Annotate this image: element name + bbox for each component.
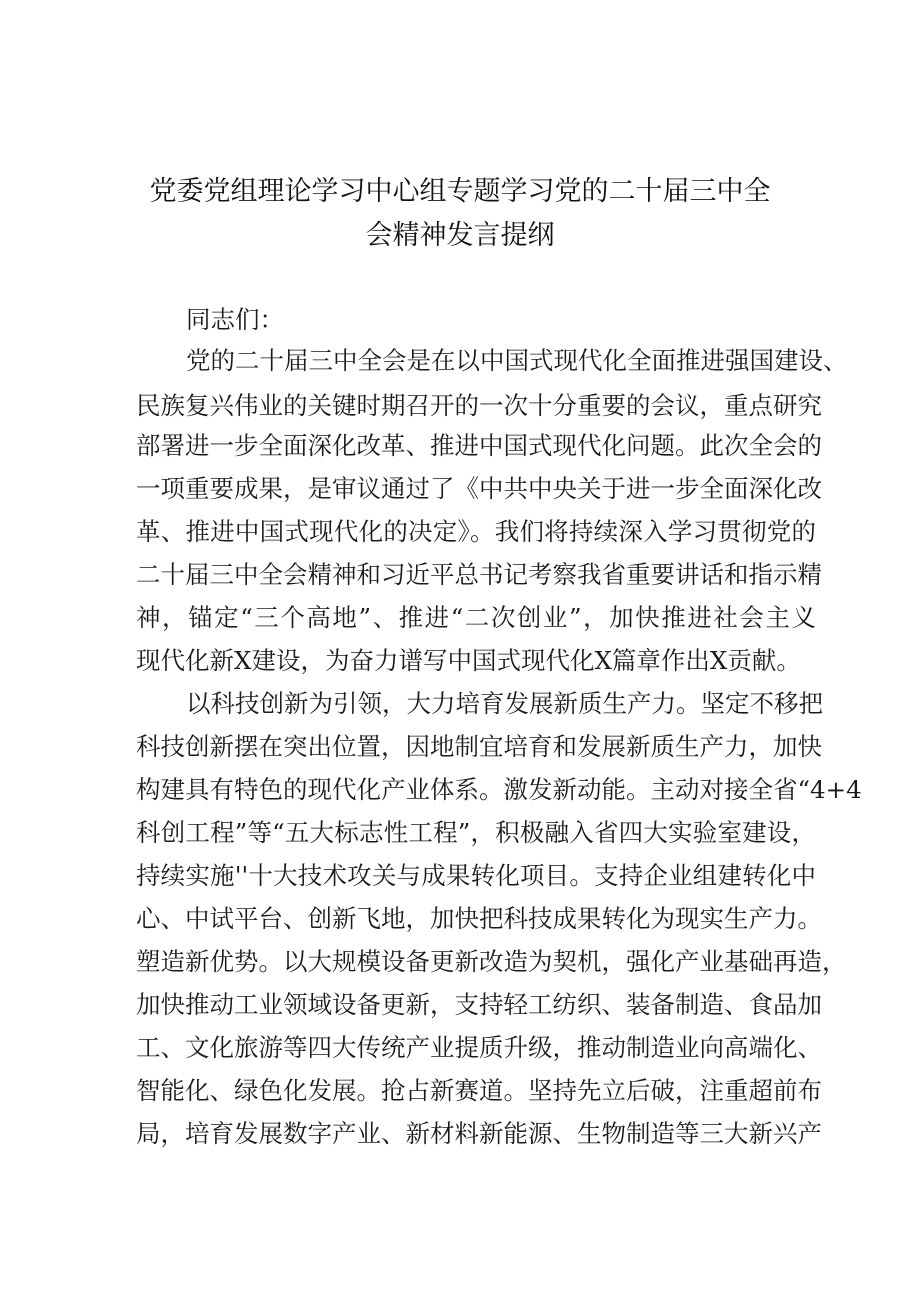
paragraph-line: 二十届三中全会精神和习近平总书记考察我省重要讲话和指示精 — [136, 560, 822, 589]
salutation: 同志们： — [186, 305, 284, 334]
title-line: 会精神发言提纲 — [365, 220, 555, 251]
paragraph-line: 科创工程”等“五大标志性工程”，积极融入省四大实验室建设， — [136, 818, 816, 847]
paragraph-line: 部署进一步全面深化改革、推进中国式现代化问题。此次全会的 — [136, 431, 822, 460]
document-title — [0, 170, 920, 258]
paragraph-line: 现代化新X建设，为奋力谱写中国式现代化X篇章作出X贡献。 — [136, 646, 801, 675]
paragraph-line: 局，培育发展数字产业、新材料新能源、生物制造等三大新兴产 — [136, 1119, 822, 1148]
paragraph-line: 加快推动工业领域设备更新，支持轻工纺织、装备制造、食品加 — [136, 990, 822, 1019]
paragraph-line: 智能化、绿色化发展。抢占新赛道。坚持先立后破，注重超前布 — [136, 1076, 822, 1105]
paragraph-line: 持续实施''十大技术攻关与成果转化项目。支持企业组建转化中 — [136, 861, 816, 890]
paragraph-line: 科技创新摆在突出位置，因地制宜培育和发展新质生产力，加快 — [136, 732, 822, 761]
paragraph-line: 构建具有特色的现代化产业体系。激发新动能。主动对接全省“4+4 — [136, 775, 862, 804]
paragraph-line: 以科技创新为引领，大力培育发展新质生产力。坚定不移把 — [186, 689, 823, 718]
paragraph-line: 神，锚定“三个高地”、推进“二次创业”，加快推进社会主义 — [136, 603, 816, 632]
paragraph-line: 民族复兴伟业的关键时期召开的一次十分重要的会议，重点研究 — [136, 391, 822, 420]
title-line: 党委党组理论学习中心组专题学习党的二十届三中全 — [149, 176, 771, 207]
paragraph-line: 一项重要成果，是审议通过了《中共中央关于进一步全面深化改 — [136, 474, 822, 503]
paragraph-line: 工、文化旅游等四大传统产业提质升级，推动制造业向高端化、 — [136, 1033, 822, 1062]
paragraph-line: 心、中试平台、创新飞地，加快把科技成果转化为现实生产力。 — [136, 904, 822, 933]
paragraph-line: 党的二十届三中全会是在以中国式现代化全面推进强国建设、 — [186, 346, 848, 375]
paragraph-line: 塑造新优势。以大规模设备更新改造为契机，强化产业基础再造， — [136, 947, 847, 976]
paragraph-line: 革、推进中国式现代化的决定》。我们将持续深入学习贯彻党的 — [136, 517, 816, 546]
